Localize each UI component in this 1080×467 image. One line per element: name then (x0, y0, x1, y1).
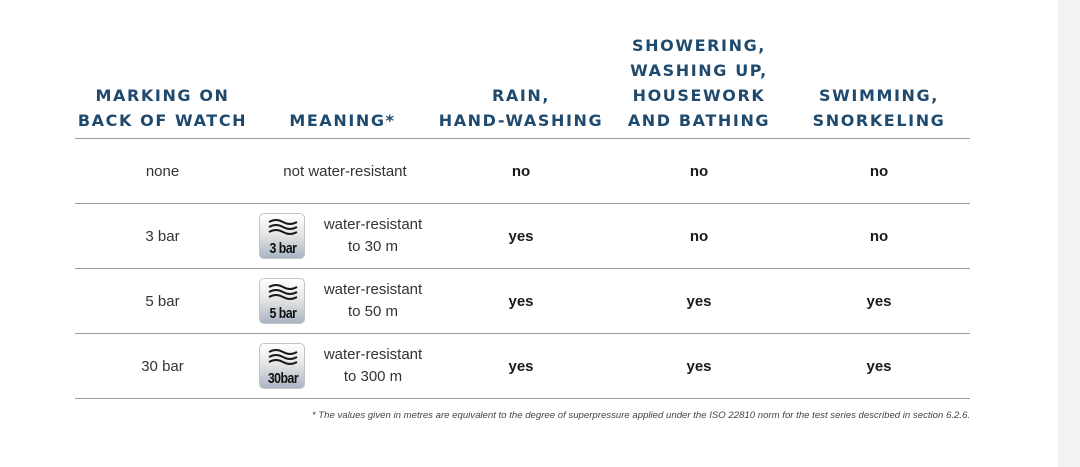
header-rain: RAIN, HAND-WASHING (438, 86, 604, 130)
swimming-cell: no (869, 227, 889, 245)
table-row (75, 204, 970, 269)
meaning-line-1: water-resistant (323, 346, 423, 363)
badge-label: 5 bar (269, 305, 297, 322)
rain-cell: no (511, 162, 531, 180)
meaning-line-1: water-resistant (323, 216, 423, 233)
meaning-cell (255, 334, 435, 398)
showering-cell: yes (686, 357, 712, 375)
meaning-line-2: to 50 m (347, 303, 399, 320)
water-waves-icon (259, 213, 305, 259)
meaning-text (311, 334, 435, 398)
table-row (75, 269, 970, 334)
meaning-cell (255, 139, 435, 203)
rain-cell: yes (508, 227, 534, 245)
header-marking: MARKING ON BACK OF WATCH (77, 86, 248, 130)
marking-cell: none (145, 162, 180, 180)
swimming-cell: no (869, 162, 889, 180)
meaning-cell (255, 269, 435, 333)
showering-cell: yes (686, 292, 712, 310)
table-header (75, 0, 970, 139)
meaning-text: not water-resistant (283, 162, 407, 180)
header-showering: SHOWERING, WASHING UP, HOUSEWORK AND BATHING (627, 36, 771, 130)
meaning-line-2: to 300 m (343, 368, 403, 385)
swimming-cell: yes (866, 292, 892, 310)
meaning-cell (255, 204, 435, 268)
header-swimming: SWIMMING, SNORKELING (812, 86, 946, 130)
meaning-text (311, 204, 435, 268)
meaning-line-2: to 30 m (347, 238, 399, 255)
right-edge-strip (1058, 0, 1080, 467)
marking-cell: 5 bar (145, 292, 180, 310)
table-row (75, 139, 970, 204)
rain-cell: yes (508, 292, 534, 310)
footnote: * The values given in metres are equivalent to the degree of superpressure applied under the ISO 22810 norm for the test series described in section 6.2.6. (311, 410, 970, 421)
badge-label: 30bar (267, 370, 299, 387)
swimming-cell: yes (866, 357, 892, 375)
water-waves-icon (259, 278, 305, 324)
water-resistance-table (75, 0, 970, 399)
water-waves-icon (259, 343, 305, 389)
showering-cell: no (689, 227, 709, 245)
meaning-line-1: water-resistant (323, 281, 423, 298)
marking-cell: 3 bar (145, 227, 180, 245)
badge-label: 3 bar (269, 240, 297, 257)
table-row (75, 334, 970, 399)
rain-cell: yes (508, 357, 534, 375)
marking-cell: 30 bar (141, 357, 184, 375)
meaning-text (311, 269, 435, 333)
showering-cell: no (689, 162, 709, 180)
header-meaning: MEANING* (289, 111, 396, 130)
